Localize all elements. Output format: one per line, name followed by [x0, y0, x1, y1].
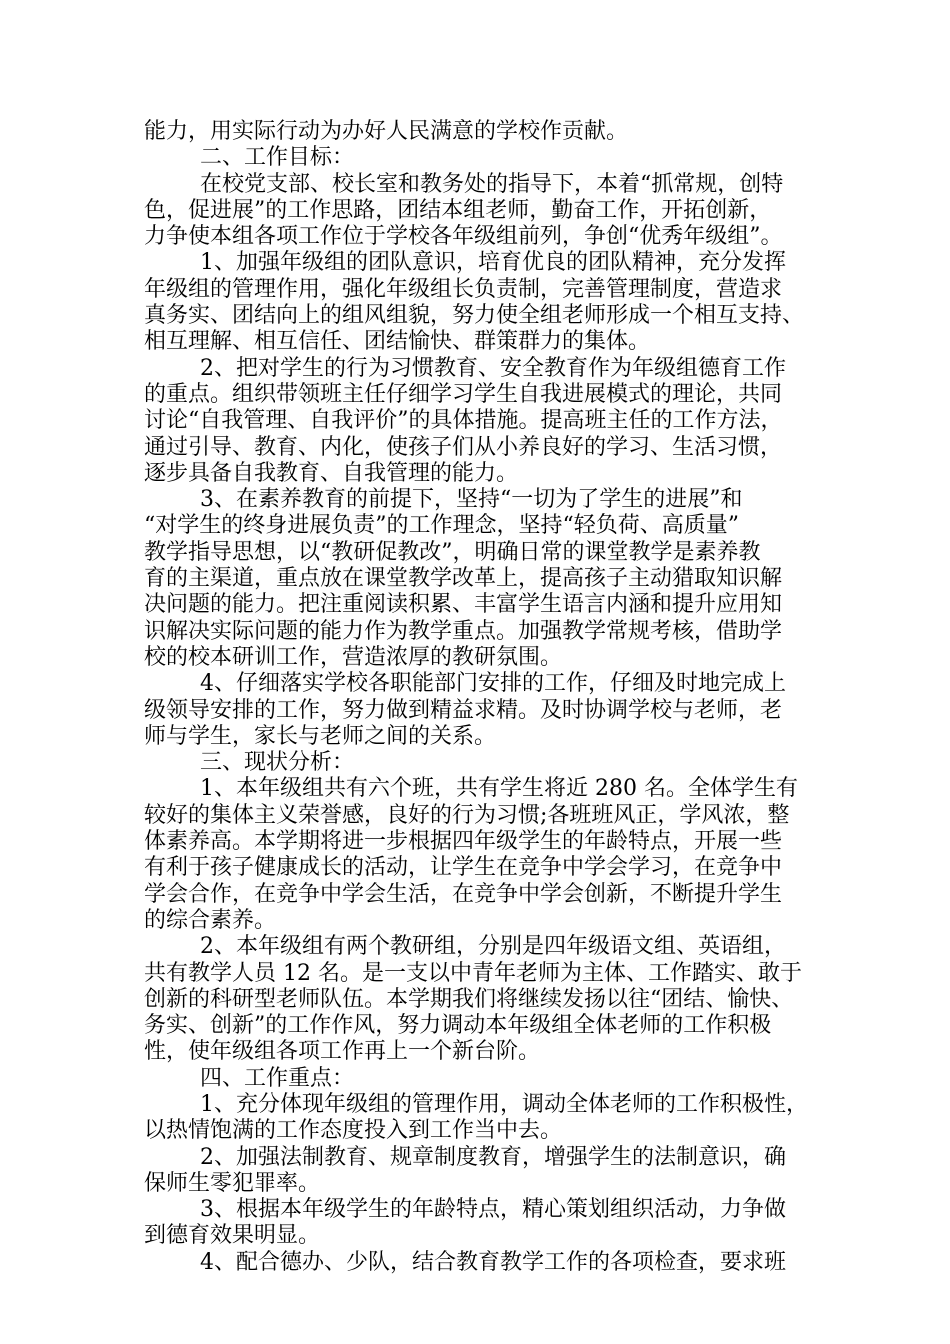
text-line: 4、配合德办、少队，结合教育教学工作的各项检查，要求班 — [200, 1249, 786, 1275]
text-line: 四、工作重点： — [200, 1065, 355, 1091]
text-line: 1、充分体现年级组的管理作用，调动全体老师的工作积极性， — [200, 1091, 808, 1117]
text-line: 年级组的管理作用，强化年级组长负责制，完善管理制度，营造求 — [144, 276, 783, 302]
text-line: 学会合作，在竞争中学会生活，在竞争中学会创新，不断提升学生 — [144, 881, 783, 907]
text-line: 有利于孩子健康成长的活动，让学生在竞争中学会学习，在竞争中 — [144, 855, 783, 881]
text-line: 保师生零犯罪率。 — [144, 1170, 321, 1196]
text-line: 级领导安排的工作，努力做到精益求精。及时协调学校与老师，老 — [144, 697, 783, 723]
text-line: 在校党支部、校长室和教务处的指导下，本着“抓常规，创特 — [200, 171, 784, 197]
text-line: 3、在素养教育的前提下，坚持“一切为了学生的进展”和 — [200, 487, 743, 513]
text-line: 二、工作目标： — [200, 145, 355, 171]
text-line: 识解决实际问题的能力作为教学重点。加强教学常规考核，借助学 — [144, 618, 783, 644]
text-line: 以热情饱满的工作态度投入到工作当中去。 — [144, 1118, 563, 1144]
text-line: 逐步具备自我教育、自我管理的能力。 — [144, 460, 519, 486]
text-line: 的重点。组织带领班主任仔细学习学生自我进展模式的理论，共同 — [144, 381, 783, 407]
text-line: 育的主渠道，重点放在课堂教学改革上，提高孩子主动猎取知识解 — [144, 566, 783, 592]
text-line: 1、加强年级组的团队意识，培育优良的团队精神，充分发挥 — [200, 250, 786, 276]
text-line: 较好的集体主义荣誉感，良好的行为习惯;各班班风正，学风浓，整 — [144, 802, 790, 828]
text-line: 性，使年级组各项工作再上一个新台阶。 — [144, 1039, 541, 1065]
text-line: 通过引导、教育、内化，使孩子们从小养良好的学习、生活习惯， — [144, 434, 783, 460]
text-line: 讨论“自我管理、自我评价”的具体措施。提高班主任的工作方法， — [144, 408, 783, 434]
text-line: 的综合素养。 — [144, 907, 277, 933]
text-line: 3、根据本年级学生的年龄特点，精心策划组织活动，力争做 — [200, 1197, 786, 1223]
text-line: 相互理解、相互信任、团结愉快、群策群力的集体。 — [144, 329, 651, 355]
text-line: 4、仔细落实学校各职能部门安排的工作，仔细及时地完成上 — [200, 671, 786, 697]
text-line: 力争使本组各项工作位于学校各年级组前列，争创“优秀年级组”。 — [144, 224, 783, 250]
text-line: 三、现状分析： — [200, 750, 355, 776]
text-line: 能力，用实际行动为办好人民满意的学校作贡献。 — [144, 119, 629, 144]
text-line: 师与学生，家长与老师之间的关系。 — [144, 723, 497, 749]
text-line: 创新的科研型老师队伍。本学期我们将继续发扬以往“团结、愉快、 — [144, 986, 794, 1012]
text-line: 2、把对学生的行为习惯教育、安全教育作为年级组德育工作 — [200, 355, 786, 381]
text-line: 1、本年级组共有六个班，共有学生将近 280 名。全体学生有 — [200, 776, 798, 802]
text-line: 校的校本研训工作，营造浓厚的教研氛围。 — [144, 644, 563, 670]
document-body — [144, 119, 830, 1276]
text-line: 体素养高。本学期将进一步根据四年级学生的年龄特点，开展一些 — [144, 829, 783, 855]
text-line: “对学生的终身进展负责”的工作理念，坚持“轻负荷、高质量” — [144, 513, 739, 539]
text-line: 2、本年级组有两个教研组，分别是四年级语文组、英语组， — [200, 934, 786, 960]
text-line: 共有教学人员 12 名。是一支以中青年老师为主体、工作踏实、敢于 — [144, 960, 802, 986]
text-line: 到德育效果明显。 — [144, 1223, 321, 1249]
text-line: 务实、创新”的工作作风，努力调动本年级组全体老师的工作积极 — [144, 1013, 772, 1039]
text-line: 决问题的能力。把注重阅读积累、丰富学生语言内涵和提升应用知 — [144, 592, 783, 618]
text-line: 真务实、团结向上的组风组貌，努力使全组老师形成一个相互支持、 — [144, 303, 805, 329]
text-line: 教学指导思想，以“教研促教改”，明确日常的课堂教学是素养教 — [144, 539, 761, 565]
text-line: 色，促进展”的工作思路，团结本组老师，勤奋工作，开拓创新， — [144, 197, 772, 223]
text-line: 2、加强法制教育、规章制度教育，增强学生的法制意识，确 — [200, 1144, 786, 1170]
